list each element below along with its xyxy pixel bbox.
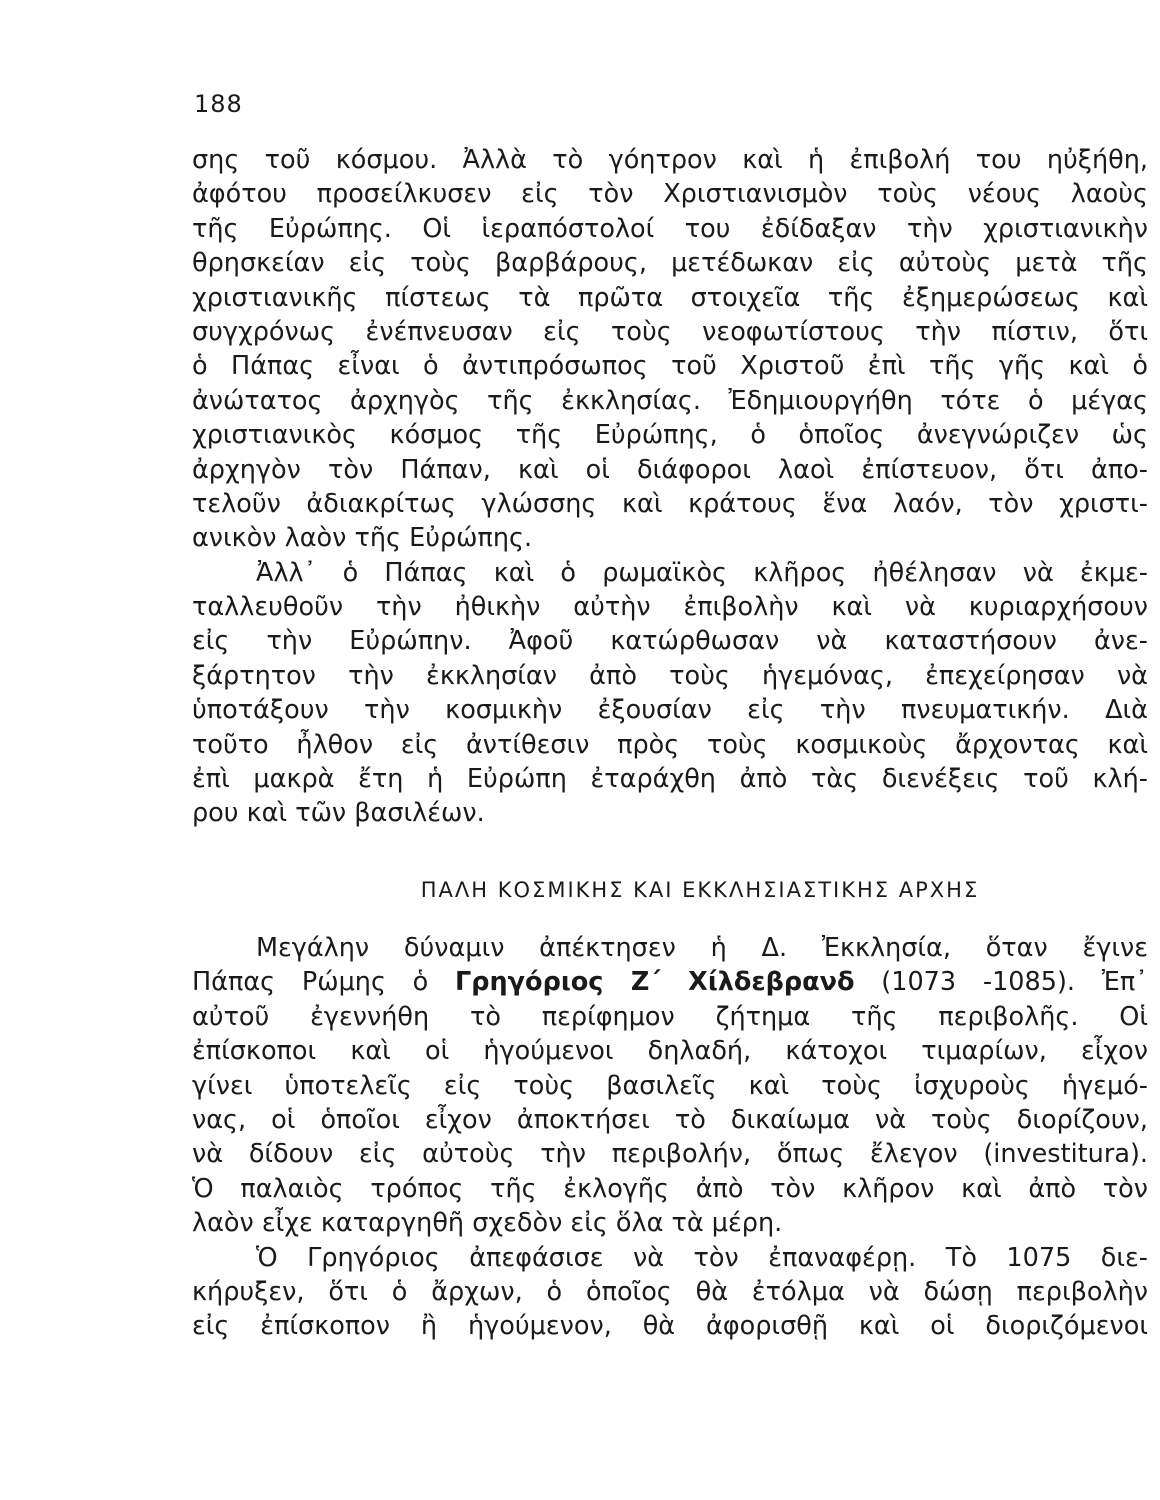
- text-line: Μεγάλην δύναμιν ἀπέκτησεν ἡ Δ. Ἐκκλησία, ὅταν ἔγινε: [256, 933, 1148, 963]
- text-block-lower: [192, 931, 1148, 1344]
- text-line: ἐπὶ μακρὰ ἔτη ἡ Εὐρώπη ἐταράχθη ἀπὸ τὰς διενέξεις τοῦ κλή-: [192, 764, 1148, 795]
- text-line: εἰς τὴν Εὐρώπην. Ἀφοῦ κατώρθωσαν νὰ καταστήσουν ἀνε-: [192, 626, 1148, 657]
- text-line: ἀφότου προσείλκυσεν εἰς τὸν Χριστιανισμὸν τοὺς νέους λαοὺς: [192, 179, 1148, 210]
- text-line: ταλλευθοῦν τὴν ἠθικὴν αὐτὴν ἐπιβολὴν καὶ νὰ κυριαρχήσουν: [192, 592, 1148, 623]
- text-line: ἐπίσκοποι καὶ οἱ ἡγούμενοι δηλαδή, κάτοχοι τιμαρίων, εἶχον: [192, 1036, 1148, 1067]
- text-segment: Πάπας Ρώμης ὁ: [192, 967, 456, 998]
- text-line: νὰ δίδουν εἰς αὐτοὺς τὴν περιβολήν, ὅπως ἔλεγον (investitura).: [192, 1139, 1148, 1170]
- text-line: ανικὸν λαὸν τῆς Εὐρώπης.: [192, 523, 533, 554]
- text-segment: (1073 -1085). Ἐπ᾽: [854, 967, 1148, 998]
- bold-name: Γρηγόριος Ζ΄ Χίλδεβρανδ: [455, 967, 855, 998]
- text-line: θρησκείαν εἰς τοὺς βαρβάρους, μετέδωκαν εἰς αὐτοὺς μετὰ τῆς: [192, 248, 1148, 279]
- text-line: ρου καὶ τῶν βασιλέων.: [192, 798, 485, 829]
- text-line: εἰς ἐπίσκοπον ἢ ἡγούμενον, θὰ ἀφορισθῇ καὶ οἱ διοριζόμενοι: [192, 1311, 1148, 1342]
- text-line-with-name: [192, 965, 1148, 999]
- text-line: ἀνώτατος ἀρχηγὸς τῆς ἐκκλησίας. Ἐδημιουργήθη τότε ὁ μέγας: [192, 385, 1148, 416]
- text-line: σης τοῦ κόσμου. Ἀλλὰ τὸ γόητρον καὶ ἡ ἐπιβολή του ηὐξήθη,: [192, 145, 1148, 175]
- section-heading: ΠΑΛΗ ΚΟΣΜΙΚΗΣ ΚΑΙ ΕΚΚΛΗΣΙΑΣΤΙΚΗΣ ΑΡΧΗΣ: [420, 878, 980, 902]
- text-block-upper: [192, 143, 1148, 831]
- text-line: τῆς Εὐρώπης. Οἱ ἱεραπόστολοί του ἐδίδαξαν τὴν χριστιανικὴν: [192, 213, 1148, 244]
- text-line: τελοῦν ἀδιακρίτως γλώσσης καὶ κράτους ἕνα λαόν, τὸν χριστι-: [192, 488, 1148, 519]
- text-line: κήρυξεν, ὅτι ὁ ἄρχων, ὁ ὁποῖος θὰ ἐτόλμα νὰ δώσῃ περιβολὴν: [192, 1276, 1148, 1307]
- text-line: χριστιανικῆς πίστεως τὰ πρῶτα στοιχεῖα τῆς ἐξημερώσεως καὶ: [192, 282, 1148, 313]
- paragraph-2: [192, 556, 1148, 831]
- text-line: ἀρχηγὸν τὸν Πάπαν, καὶ οἱ διάφοροι λαοὶ ἐπίστευον, ὅτι ἀπο-: [192, 454, 1148, 485]
- text-line: συγχρόνως ἐνέπνευσαν εἰς τοὺς νεοφωτίστους τὴν πίστιν, ὅτι: [192, 316, 1148, 347]
- text-line: αὐτοῦ ἐγεννήθη τὸ περίφημον ζήτημα τῆς περιβολῆς. Οἱ: [192, 1001, 1148, 1032]
- text-line: γίνει ὑποτελεῖς εἰς τοὺς βασιλεῖς καὶ τοὺς ἰσχυροὺς ἡγεμό-: [192, 1070, 1148, 1101]
- paragraph-4: [192, 1241, 1148, 1344]
- text-line: Ὁ παλαιὸς τρόπος τῆς ἐκλογῆς ἀπὸ τὸν κλῆρον καὶ ἀπὸ τὸν: [192, 1173, 1148, 1204]
- text-line: ὑποτάξουν τὴν κοσμικὴν ἐξουσίαν εἰς τὴν πνευματικήν. Διὰ: [192, 695, 1148, 726]
- text-line: νας, οἱ ὁποῖοι εἶχον ἀποκτήσει τὸ δικαίωμα νὰ τοὺς διορίζουν,: [192, 1104, 1148, 1135]
- section-heading-block: [192, 870, 1148, 910]
- paragraph-1: [192, 143, 1148, 556]
- text-line: ξάρτητον τὴν ἐκκλησίαν ἀπὸ τοὺς ἡγεμόνας, ἐπεχείρησαν νὰ: [192, 660, 1148, 691]
- text-line: χριστιανικὸς κόσμος τῆς Εὐρώπης, ὁ ὁποῖος ἀνεγνώριζεν ὡς: [192, 420, 1148, 451]
- paragraph-3: [192, 931, 1148, 1241]
- text-line: Ὁ Γρηγόριος ἀπεφάσισε νὰ τὸν ἐπαναφέρῃ. Τὸ 1075 διε-: [256, 1242, 1148, 1273]
- text-line: ὁ Πάπας εἶναι ὁ ἀντιπρόσωπος τοῦ Χριστοῦ ἐπὶ τῆς γῆς καὶ ὁ: [192, 351, 1148, 382]
- text-line: Ἀλλ᾽ ὁ Πάπας καὶ ὁ ρωμαϊκὸς κλῆρος ἠθέλησαν νὰ ἐκμε-: [256, 557, 1148, 588]
- text-line: τοῦτο ἦλθον εἰς ἀντίθεσιν πρὸς τοὺς κοσμικοὺς ἄρχοντας καὶ: [192, 729, 1148, 760]
- text-line: λαὸν εἶχε καταργηθῆ σχεδὸν εἰς ὅλα τὰ μέρη.: [192, 1208, 783, 1239]
- page-number: 188: [194, 90, 243, 118]
